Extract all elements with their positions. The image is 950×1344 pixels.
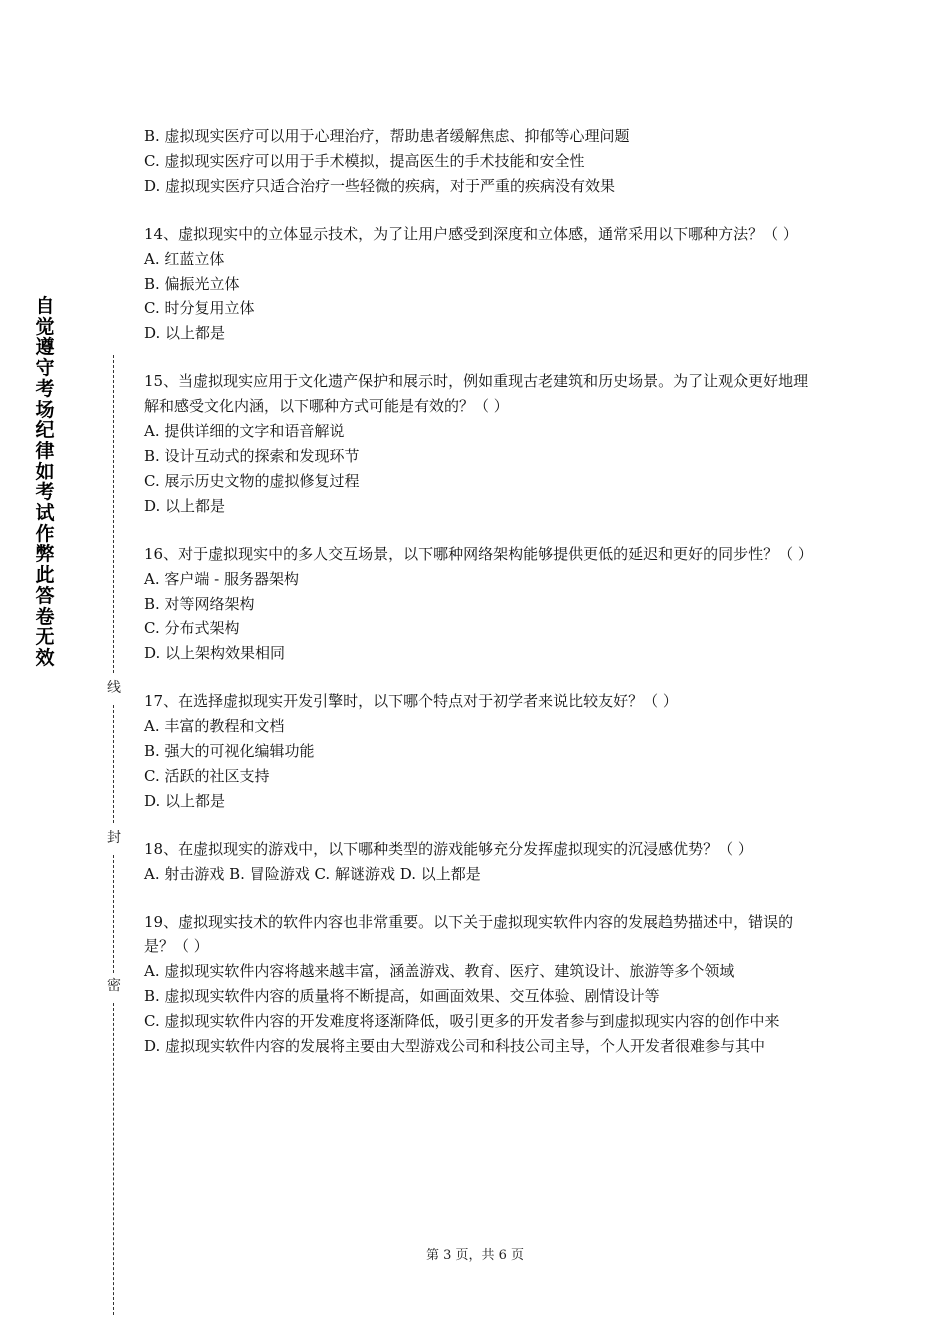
answer-option: B. 偏振光立体	[144, 274, 240, 293]
question-stem: 17、在选择虚拟现实开发引擎时，以下哪个特点对于初学者来说比较友好？（ ）	[144, 692, 678, 711]
answer-option: B. 虚拟现实软件内容的质量将不断提高，如画面效果、交互体验、剧情设计等	[144, 987, 660, 1006]
binding-dashed-line	[113, 355, 114, 673]
question-block	[144, 837, 816, 887]
question-stem: 18、在虚拟现实的游戏中，以下哪种类型的游戏能够充分发挥虚拟现实的沉浸感优势？（ ）	[144, 839, 753, 858]
question-block	[144, 689, 816, 814]
answer-option: D. 虚拟现实医疗只适合治疗一些轻微的疾病，对于严重的疾病没有效果	[144, 176, 616, 195]
binding-dashed-line	[113, 1003, 114, 1315]
question-list	[144, 124, 816, 1082]
answer-option: C. 时分复用立体	[144, 299, 255, 318]
answer-option: C. 活跃的社区支持	[144, 766, 270, 785]
answer-option: A. 虚拟现实软件内容将越来越丰富，涵盖游戏、教育、医疗、建筑设计、旅游等多个领域	[144, 962, 735, 981]
question-block	[144, 542, 816, 667]
binding-dashed-line	[113, 705, 114, 823]
answer-option: C. 展示历史文物的虚拟修复过程	[144, 471, 360, 490]
answer-option: C. 虚拟现实软件内容的开发难度将逐渐降低，吸引更多的开发者参与到虚拟现实内容的创作中来	[144, 1012, 780, 1031]
answer-option: A. 射击游戏 B. 冒险游戏 C. 解谜游戏 D. 以上都是	[144, 864, 481, 883]
answer-option: A. 红蓝立体	[144, 249, 225, 268]
answer-option: A. 提供详细的文字和语音解说	[144, 422, 345, 441]
binding-label-secret: 密	[107, 978, 121, 994]
answer-option: D. 以上都是	[144, 791, 226, 810]
answer-option: B. 虚拟现实医疗可以用于心理治疗，帮助患者缓解焦虑、抑郁等心理问题	[144, 127, 630, 145]
answer-option: D. 虚拟现实软件内容的发展将主要由大型游戏公司和科技公司主导，个人开发者很难参与其中	[144, 1037, 766, 1056]
binding-dashed-line	[113, 855, 114, 973]
exam-rules-warning: 自 觉 遵 守 考 场 纪 律 如 考 试 作 弊 此 答 卷 无 效	[35, 295, 55, 669]
answer-option: B. 对等网络架构	[144, 594, 255, 613]
question-block	[144, 369, 816, 518]
question-stem: 16、对于虚拟现实中的多人交互场景，以下哪种网络架构能够提供更低的延迟和更好的同步性？（ ）	[144, 544, 813, 563]
question-stem: 19、虚拟现实技术的软件内容也非常重要。以下关于虚拟现实软件内容的发展趋势描述中，错误的是？（ ）	[144, 912, 794, 956]
answer-option: A. 客户端 - 服务器架构	[144, 569, 299, 588]
page-number-footer: 第 3 页，共 6 页	[425, 1248, 525, 1263]
answer-option: B. 设计互动式的探索和发现环节	[144, 446, 360, 465]
binding-label-seal: 封	[107, 830, 121, 846]
answer-option: C. 虚拟现实医疗可以用于手术模拟，提高医生的手术技能和安全性	[144, 151, 585, 170]
answer-option: D. 以上架构效果相同	[144, 644, 286, 663]
question-stem: 15、当虚拟现实应用于文化遗产保护和展示时，例如重现古老建筑和历史场景。为了让观众更好地理解和感受文化内涵，以下哪种方式可能是有效的？（ ）	[144, 372, 809, 416]
answer-option: B. 强大的可视化编辑功能	[144, 742, 315, 761]
answer-option: D. 以上都是	[144, 324, 226, 343]
binding-label-line: 线	[107, 680, 121, 696]
answer-option: D. 以上都是	[144, 496, 226, 515]
answer-option: A. 丰富的教程和文档	[144, 717, 285, 736]
question-block	[144, 222, 816, 347]
question-stem: 14、虚拟现实中的立体显示技术，为了让用户感受到深度和立体感，通常采用以下哪种方法？（ ）	[144, 224, 798, 243]
question-block	[144, 910, 816, 1059]
answer-option: C. 分布式架构	[144, 619, 240, 638]
question-block	[144, 124, 816, 199]
